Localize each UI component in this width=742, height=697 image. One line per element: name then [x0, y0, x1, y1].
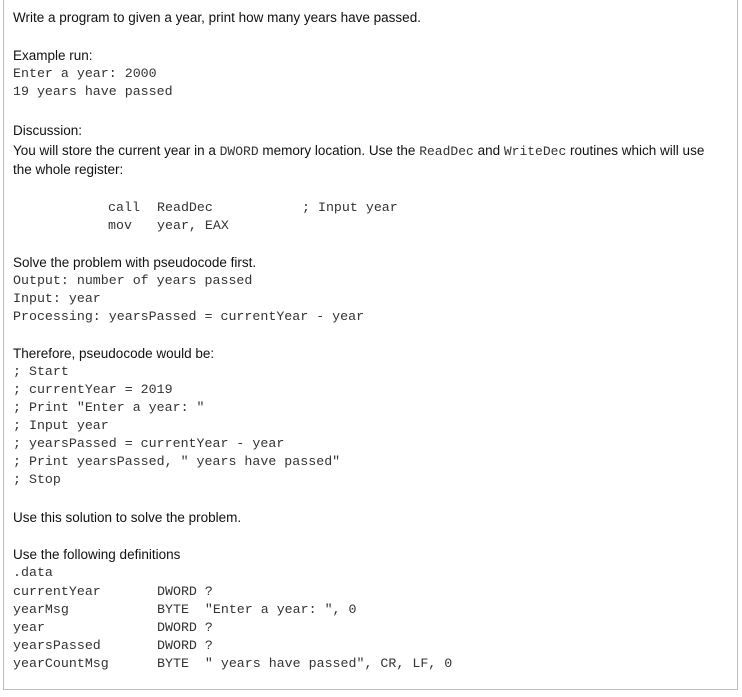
- definition-decl: DWORD ?: [157, 584, 213, 599]
- discussion-text: routines which will use: [566, 143, 705, 158]
- pseudocode-line: ; Start: [13, 364, 69, 379]
- pseudocode-line: ; Input year: [13, 418, 109, 433]
- discussion-text: You will store the current year in a: [13, 143, 220, 158]
- definition-name: yearsPassed: [13, 638, 101, 653]
- definition-decl: BYTE " years have passed", CR, LF, 0: [157, 656, 453, 671]
- pseudo-input: Input: year: [13, 291, 101, 306]
- snippet-arg-1: ReadDec: [157, 200, 213, 215]
- code-readdec: ReadDec: [419, 144, 474, 159]
- snippet-arg-2: year, EAX: [157, 218, 229, 233]
- pseudocode-line: ; Print "Enter a year: ": [13, 400, 205, 415]
- definition-decl: DWORD ?: [157, 620, 213, 635]
- definition-decl: BYTE "Enter a year: ", 0: [157, 602, 357, 617]
- discussion-paragraph-line-1: [13, 142, 704, 161]
- example-heading: Example run:: [13, 48, 93, 63]
- pseudocode-line: ; yearsPassed = currentYear - year: [13, 436, 285, 451]
- example-line-1: Enter a year: 2000: [13, 66, 157, 81]
- problem-title: Write a program to given a year, print how many years have passed.: [13, 10, 421, 25]
- pseudocode-heading: Therefore, pseudocode would be:: [13, 346, 215, 361]
- pseudocode-line: ; Print yearsPassed, " years have passed": [13, 454, 341, 469]
- definition-name: year: [13, 620, 45, 635]
- pseudo-output: Output: number of years passed: [13, 273, 253, 288]
- pseudo-processing: Processing: yearsPassed = currentYear - year: [13, 309, 365, 324]
- use-solution-text: Use this solution to solve the problem.: [13, 510, 242, 525]
- pseudocode-line: ; Stop: [13, 472, 61, 487]
- discussion-paragraph-line-2: the whole register:: [13, 162, 124, 177]
- definition-name: currentYear: [13, 584, 101, 599]
- discussion-heading: Discussion:: [13, 123, 83, 138]
- definition-name: yearMsg: [13, 602, 69, 617]
- discussion-text: memory location. Use the: [258, 143, 420, 158]
- code-writedec: WriteDec: [503, 144, 567, 159]
- definition-name: yearCountMsg: [13, 656, 109, 671]
- discussion-text: and: [473, 143, 504, 158]
- code-dword: DWORD: [219, 144, 259, 159]
- definition-decl: DWORD ?: [157, 638, 213, 653]
- snippet-instr-1: call: [108, 200, 140, 215]
- example-line-2: 19 years have passed: [13, 84, 173, 99]
- pseudo-intro-heading: Solve the problem with pseudocode first.: [13, 255, 257, 270]
- snippet-instr-2: mov: [108, 218, 132, 233]
- definitions-heading: Use the following definitions: [13, 547, 181, 562]
- pseudocode-line: ; currentYear = 2019: [13, 382, 173, 397]
- snippet-comment-1: ; Input year: [302, 200, 398, 215]
- data-section-label: .data: [13, 565, 53, 580]
